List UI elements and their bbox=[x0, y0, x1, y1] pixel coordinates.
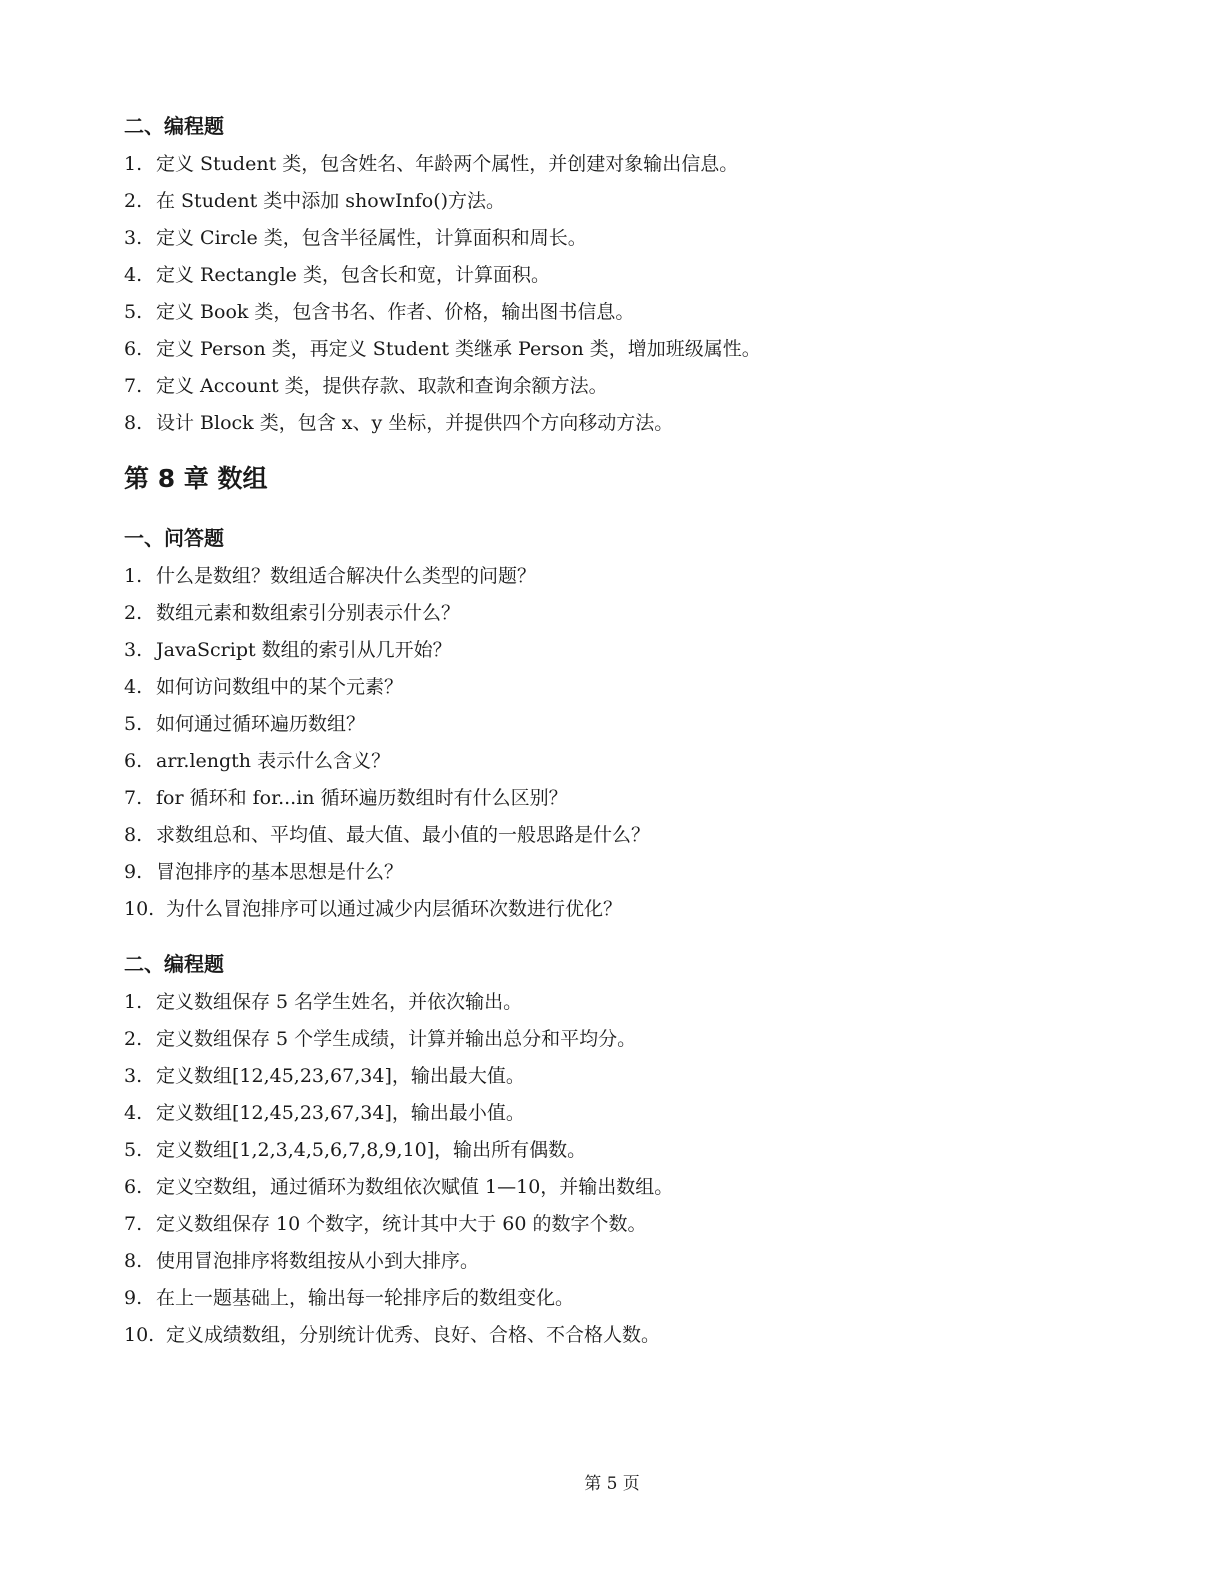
item-number: 1. bbox=[124, 153, 143, 175]
item-text: 定义成绩数组，分别统计优秀、良好、合格、不合格人数。 bbox=[166, 1324, 661, 1346]
item-number: 3. bbox=[124, 1065, 143, 1087]
item-number: 9. bbox=[124, 1287, 143, 1309]
section-heading-programming-ch8: 二、编程题 bbox=[124, 952, 224, 976]
list-item bbox=[124, 368, 1124, 405]
list-item bbox=[124, 558, 1124, 595]
item-number: 6. bbox=[124, 338, 143, 360]
item-text: 定义数组[1,2,3,4,5,6,7,8,9,10]，输出所有偶数。 bbox=[156, 1139, 587, 1161]
item-text: 求数组总和、平均值、最大值、最小值的一般思路是什么？ bbox=[156, 824, 651, 846]
item-number: 6. bbox=[124, 1176, 143, 1198]
list-item bbox=[124, 1243, 1124, 1280]
item-number: 2. bbox=[124, 190, 143, 212]
list-item bbox=[124, 331, 1124, 368]
item-number: 2. bbox=[124, 1028, 143, 1050]
item-text: 定义数组[12,45,23,67,34]，输出最小值。 bbox=[156, 1102, 525, 1124]
item-number: 4. bbox=[124, 264, 143, 286]
item-number: 4. bbox=[124, 676, 143, 698]
item-number: 3. bbox=[124, 227, 143, 249]
item-text: 定义数组[12,45,23,67,34]，输出最大值。 bbox=[156, 1065, 525, 1087]
item-text: 使用冒泡排序将数组按从小到大排序。 bbox=[156, 1250, 480, 1272]
document-page bbox=[124, 112, 1124, 1354]
item-number: 5. bbox=[124, 713, 143, 735]
item-number: 8. bbox=[124, 412, 143, 434]
item-number: 10. bbox=[124, 898, 155, 920]
list-item bbox=[124, 1169, 1124, 1206]
list-item bbox=[124, 1095, 1124, 1132]
item-text: 冒泡排序的基本思想是什么？ bbox=[156, 861, 404, 883]
item-text: 定义 Book 类，包含书名、作者、价格，输出图书信息。 bbox=[156, 301, 635, 323]
item-number: 2. bbox=[124, 602, 143, 624]
list-item bbox=[124, 220, 1124, 257]
item-text: arr.length 表示什么含义？ bbox=[156, 750, 391, 772]
item-number: 3. bbox=[124, 639, 143, 661]
list-item bbox=[124, 405, 1124, 442]
list-item bbox=[124, 183, 1124, 220]
item-number: 7. bbox=[124, 375, 143, 397]
list-item bbox=[124, 1206, 1124, 1243]
item-text: 定义 Account 类，提供存款、取款和查询余额方法。 bbox=[156, 375, 608, 397]
list-item bbox=[124, 632, 1124, 669]
item-text: 定义数组保存 5 名学生姓名，并依次输出。 bbox=[156, 991, 523, 1013]
item-number: 7. bbox=[124, 787, 143, 809]
list-item bbox=[124, 1317, 1124, 1354]
list-item bbox=[124, 257, 1124, 294]
section-heading-questions: 一、问答题 bbox=[124, 526, 224, 550]
item-text: 为什么冒泡排序可以通过减少内层循环次数进行优化？ bbox=[166, 898, 623, 920]
list-item bbox=[124, 294, 1124, 331]
item-text: 如何通过循环遍历数组？ bbox=[156, 713, 366, 735]
item-text: 定义 Person 类，再定义 Student 类继承 Person 类，增加班级属性。 bbox=[156, 338, 761, 360]
list-item bbox=[124, 595, 1124, 632]
item-number: 8. bbox=[124, 1250, 143, 1272]
item-number: 4. bbox=[124, 1102, 143, 1124]
programming-list-ch7 bbox=[124, 146, 1124, 442]
list-item bbox=[124, 1280, 1124, 1317]
list-item bbox=[124, 146, 1124, 183]
item-number: 1. bbox=[124, 565, 143, 587]
list-item bbox=[124, 743, 1124, 780]
item-text: 如何访问数组中的某个元素？ bbox=[156, 676, 404, 698]
list-item bbox=[124, 817, 1124, 854]
item-text: 定义 Circle 类，包含半径属性，计算面积和周长。 bbox=[156, 227, 587, 249]
item-number: 1. bbox=[124, 991, 143, 1013]
item-text: 定义 Rectangle 类，包含长和宽，计算面积。 bbox=[156, 264, 550, 286]
item-text: 定义空数组，通过循环为数组依次赋值 1—10，并输出数组。 bbox=[156, 1176, 674, 1198]
list-item bbox=[124, 706, 1124, 743]
page-number: 第 5 页 bbox=[584, 1474, 640, 1494]
item-text: 在 Student 类中添加 showInfo()方法。 bbox=[156, 190, 506, 212]
item-number: 10. bbox=[124, 1324, 155, 1346]
list-item bbox=[124, 780, 1124, 817]
item-text: 定义 Student 类，包含姓名、年龄两个属性，并创建对象输出信息。 bbox=[156, 153, 739, 175]
list-item bbox=[124, 854, 1124, 891]
list-item bbox=[124, 1132, 1124, 1169]
item-number: 6. bbox=[124, 750, 143, 772]
item-number: 5. bbox=[124, 301, 143, 323]
question-list-ch8 bbox=[124, 558, 1124, 928]
item-text: 在上一题基础上，输出每一轮排序后的数组变化。 bbox=[156, 1287, 575, 1309]
item-text: 什么是数组？数组适合解决什么类型的问题？ bbox=[156, 565, 537, 587]
item-number: 7. bbox=[124, 1213, 143, 1235]
list-item bbox=[124, 1058, 1124, 1095]
list-item bbox=[124, 1021, 1124, 1058]
chapter-title: 第 8 章 数组 bbox=[124, 464, 268, 493]
item-text: for 循环和 for...in 循环遍历数组时有什么区别？ bbox=[156, 787, 568, 809]
item-text: 设计 Block 类，包含 x、y 坐标，并提供四个方向移动方法。 bbox=[156, 412, 674, 434]
section-heading-programming: 二、编程题 bbox=[124, 114, 224, 138]
item-text: 数组元素和数组索引分别表示什么？ bbox=[156, 602, 461, 624]
item-number: 5. bbox=[124, 1139, 143, 1161]
list-item bbox=[124, 984, 1124, 1021]
list-item bbox=[124, 891, 1124, 928]
list-item bbox=[124, 669, 1124, 706]
item-number: 8. bbox=[124, 824, 143, 846]
programming-list-ch8 bbox=[124, 984, 1124, 1354]
item-text: 定义数组保存 10 个数字，统计其中大于 60 的数字个数。 bbox=[156, 1213, 647, 1235]
item-number: 9. bbox=[124, 861, 143, 883]
item-text: 定义数组保存 5 个学生成绩，计算并输出总分和平均分。 bbox=[156, 1028, 637, 1050]
item-text: JavaScript 数组的索引从几开始？ bbox=[156, 639, 452, 661]
